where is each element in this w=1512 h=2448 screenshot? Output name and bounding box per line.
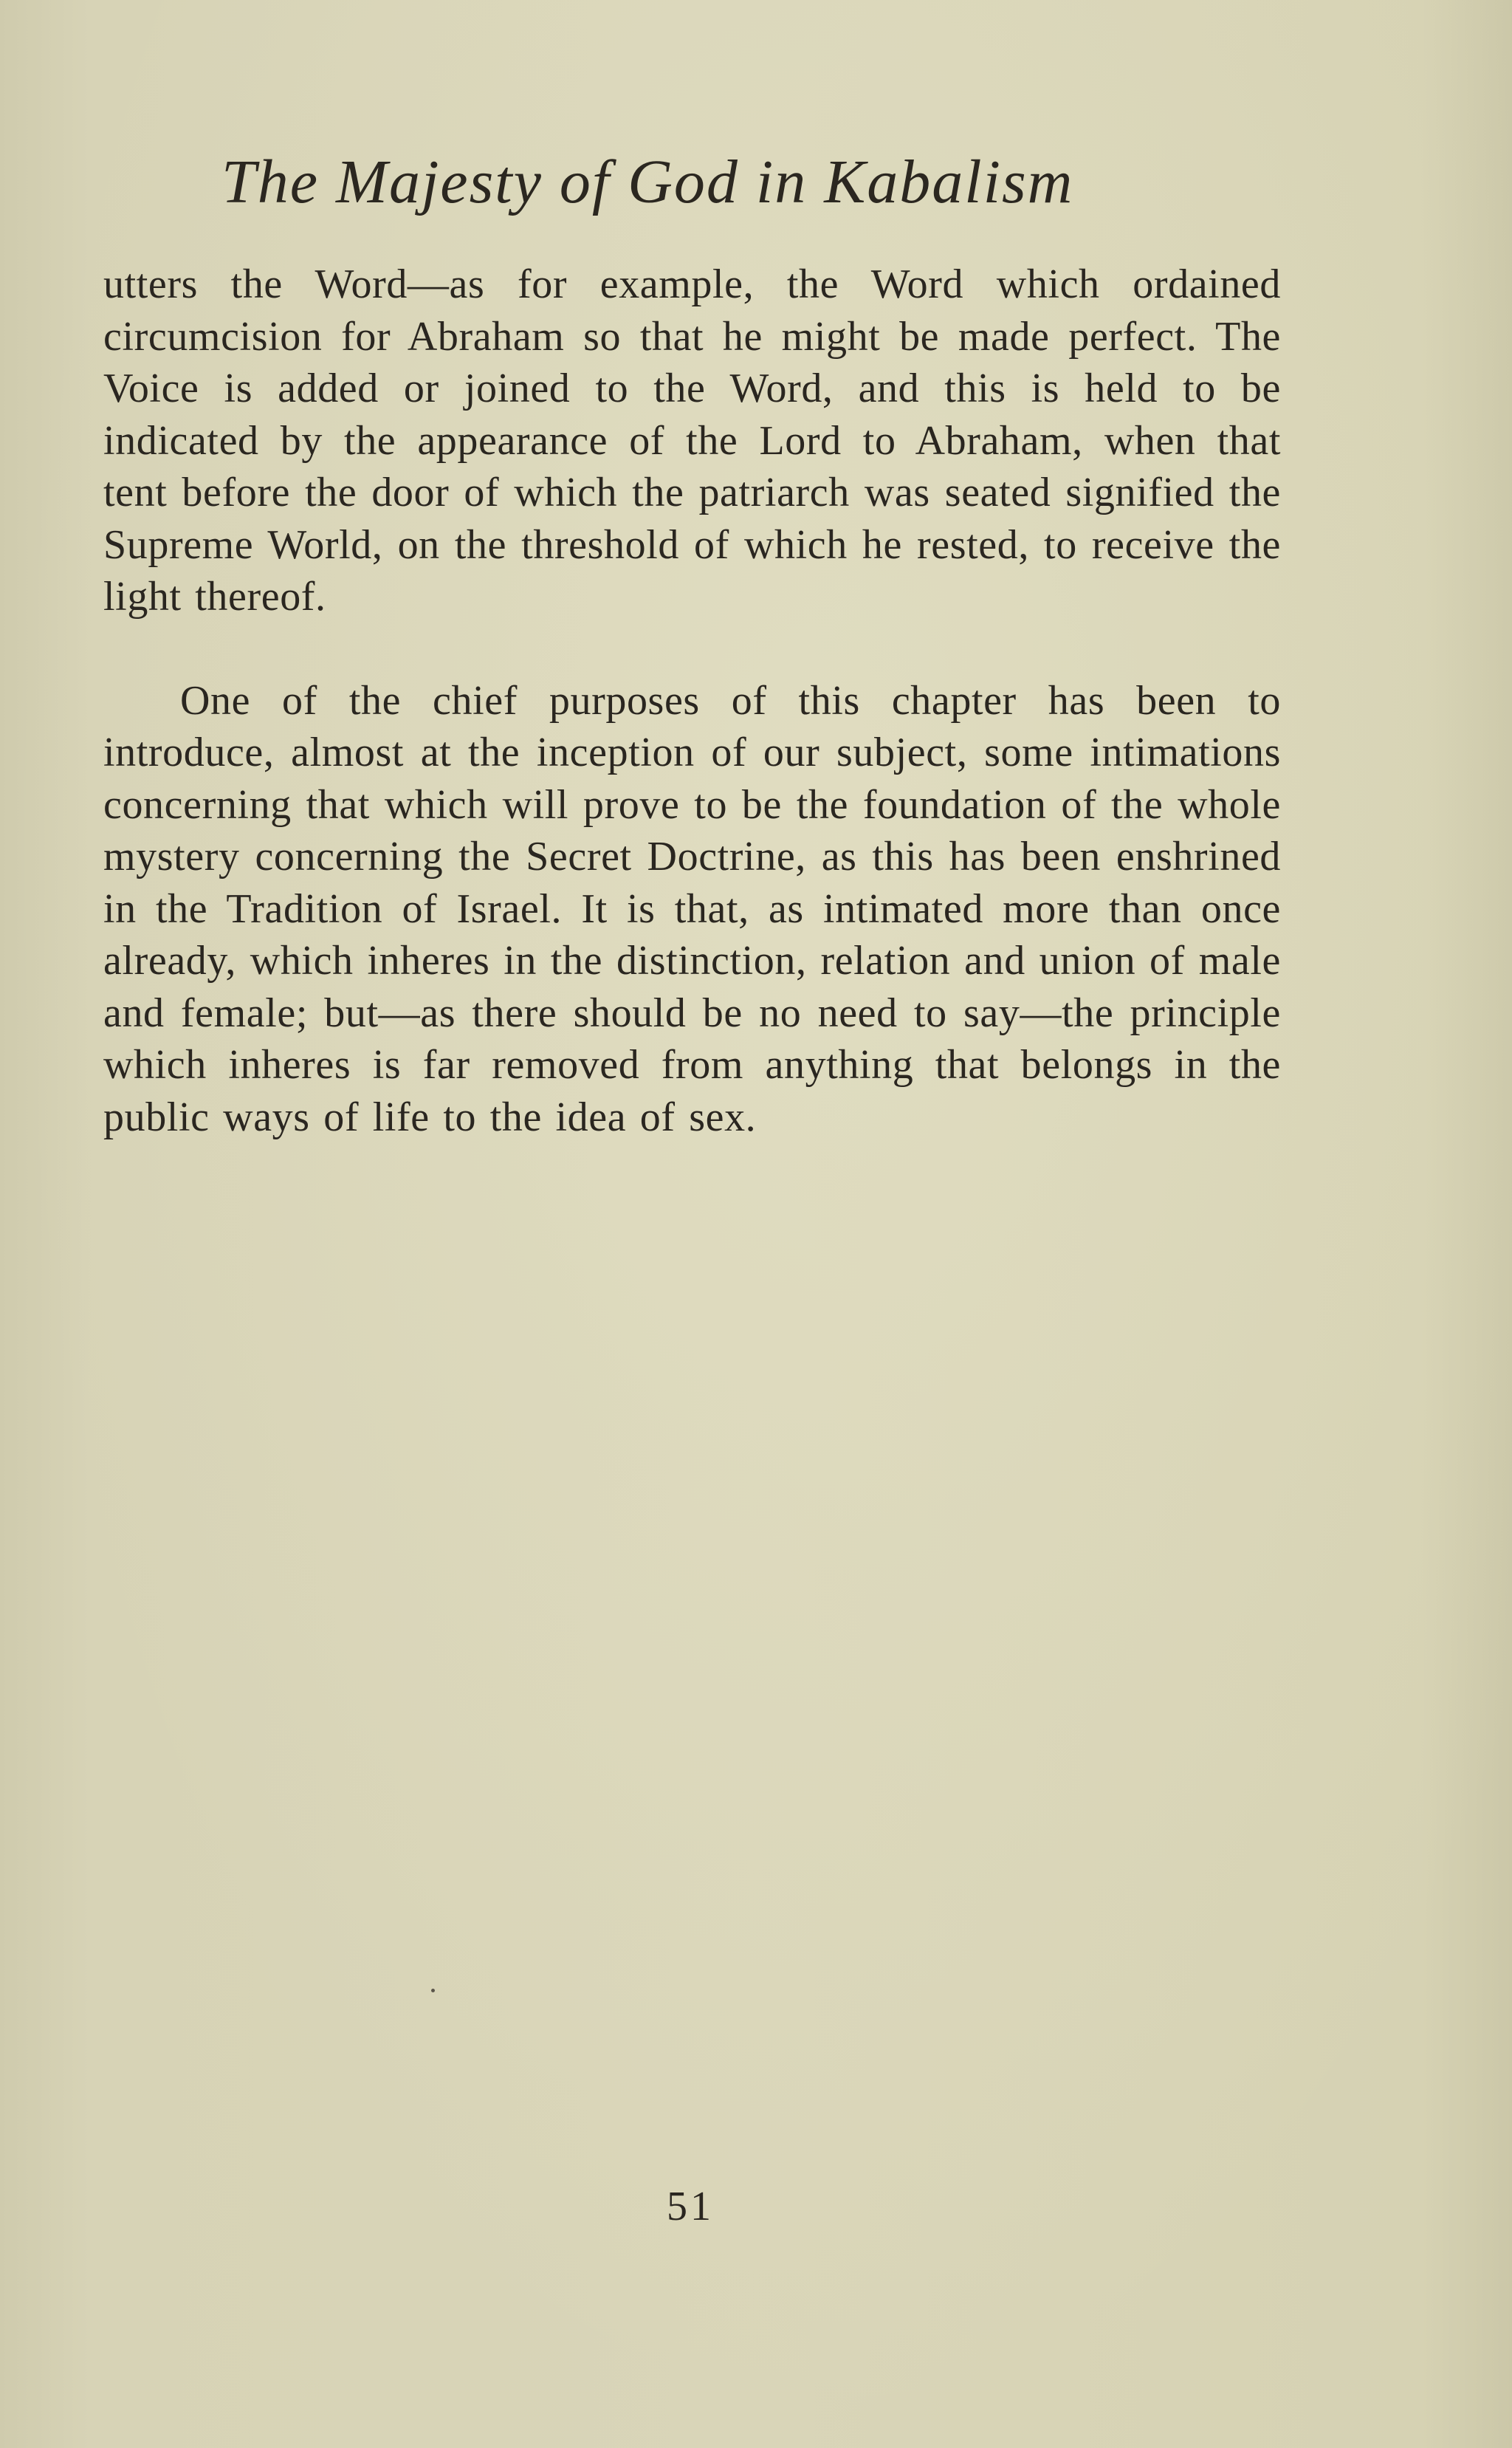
paragraph-continued: utters the Word—as for example, the Word which ordained circumcision for Abraham so that he might be made perfect. The Voice is added or joined to the Word, and this is held to be indicated by the appearance of the Lord to Abraham, when that tent before the door of which the patriarch was seated signified the Supreme World, on the threshold of which he rested, to receive the light thereof. xyxy=(103,261,1281,620)
paragraph-chief-purposes: One of the chief purposes of this chapter has been to introduce, almost at the inception of our subject, some intimations concerning that which will prove to be the foundation of the whole mystery concerning the Secret Doctrine, as this has been enshrined in the Tradition of Israel. It is that, as intimated more than once already, which inheres in the distinction, relation and union of male and female; but—as there should be no need to say—the principle which inheres is far removed from anything that belongs in the public ways of life to the idea of sex. xyxy=(103,677,1281,1140)
running-head: The Majesty of God in Kabalism xyxy=(221,148,1074,216)
page-number: 51 xyxy=(667,2184,714,2229)
ink-speck xyxy=(431,1989,435,1992)
body-text xyxy=(103,258,1281,1143)
